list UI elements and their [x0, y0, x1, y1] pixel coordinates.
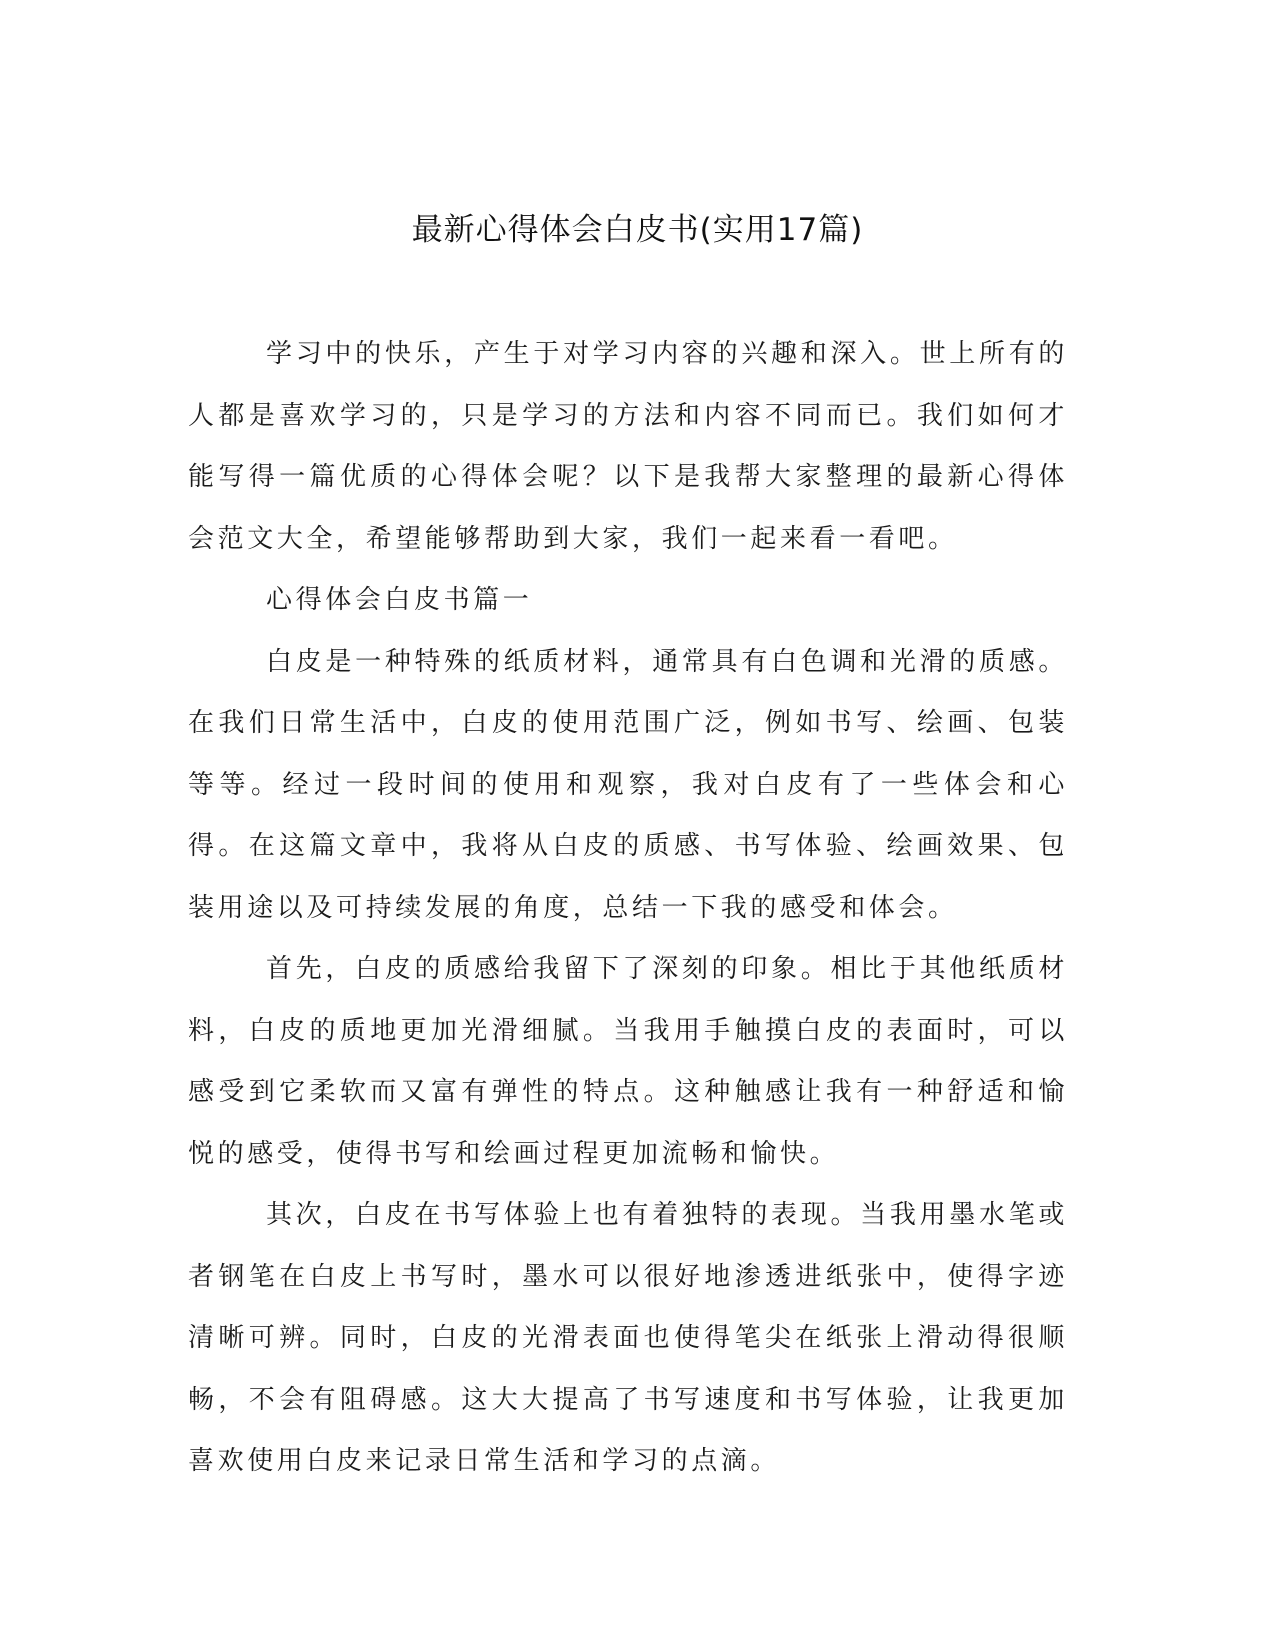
body-paragraph-2: 首先，白皮的质感给我留下了深刻的印象。相比于其他纸质材料，白皮的质地更加光滑细腻。当我用手触摸白皮的表面时，可以感受到它柔软而又富有弹性的特点。这种触感让我有一种舒适和愉悦的感受，使得书写和绘画过程更加流畅和愉快。 [188, 954, 1068, 1169]
document-title: 最新心得体会白皮书(实用17篇) [411, 212, 864, 248]
section-heading: 心得体会白皮书篇一 [266, 585, 533, 615]
body-paragraph-3: 其次，白皮在书写体验上也有着独特的表现。当我用墨水笔或者钢笔在白皮上书写时，墨水可以很好地渗透进纸张中，使得字迹清晰可辨。同时，白皮的光滑表面也使得笔尖在纸张上滑动得很顺畅，不会有阻碍感。这大大提高了书写速度和书写体验，让我更加喜欢使用白皮来记录日常生活和学习的点滴。 [188, 1200, 1068, 1476]
intro-paragraph: 学习中的快乐，产生于对学习内容的兴趣和深入。世上所有的人都是喜欢学习的，只是学习的方法和内容不同而已。我们如何才能写得一篇优质的心得体会呢？以下是我帮大家整理的最新心得体会范文大全，希望能够帮助到大家，我们一起来看一看吧。 [188, 339, 1068, 554]
document-body [188, 324, 1068, 1493]
body-paragraph-1: 白皮是一种特殊的纸质材料，通常具有白色调和光滑的质感。在我们日常生活中，白皮的使用范围广泛，例如书写、绘画、包装等等。经过一段时间的使用和观察，我对白皮有了一些体会和心得。在这篇文章中，我将从白皮的质感、书写体验、绘画效果、包装用途以及可持续发展的角度，总结一下我的感受和体会。 [188, 646, 1068, 923]
